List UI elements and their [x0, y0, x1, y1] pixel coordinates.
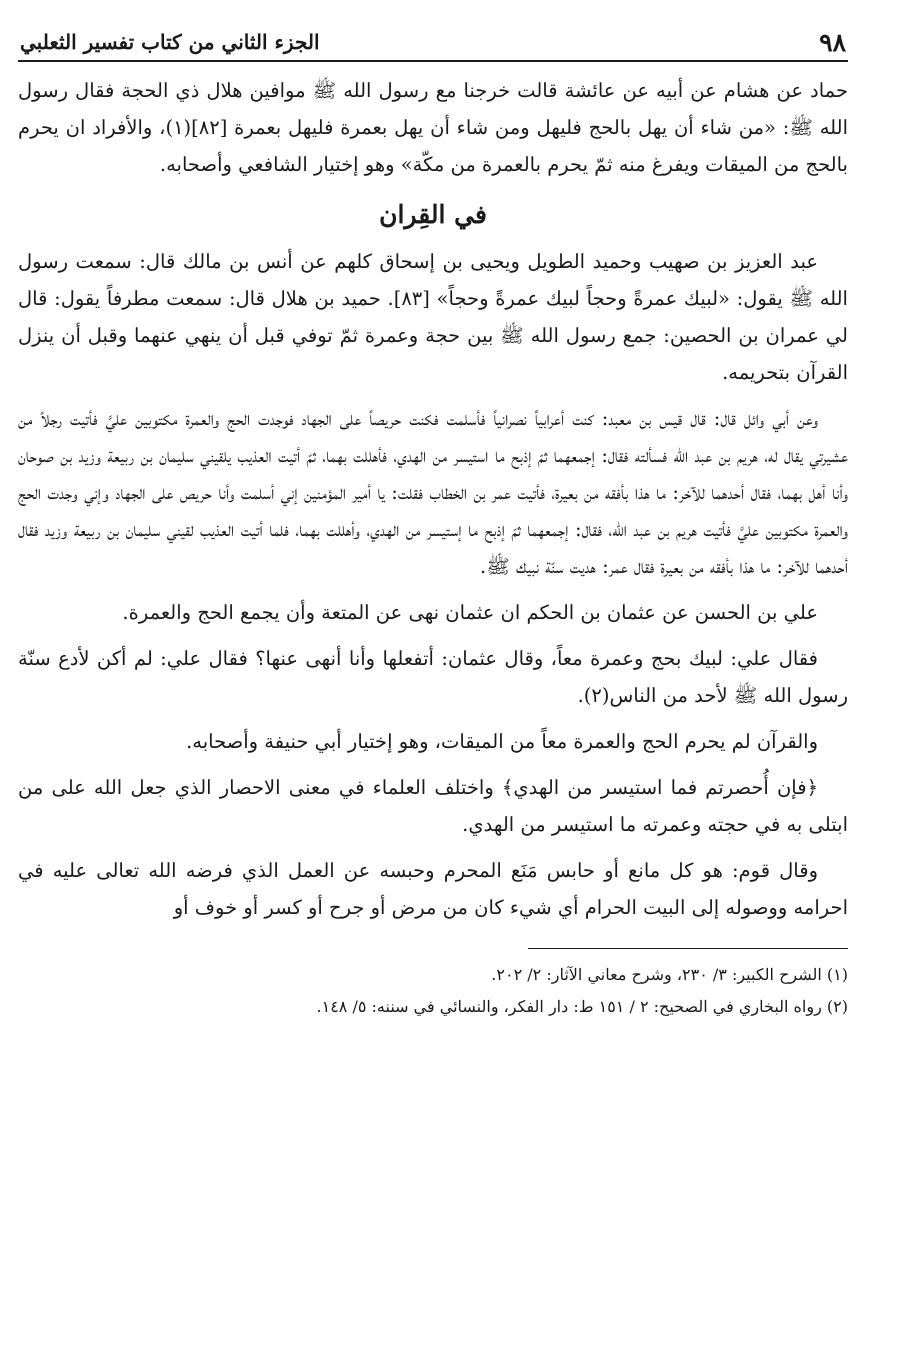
paragraph: وقال قوم: هو كل مانع أو حابس مَنَع المحرم وحبسه عن العمل الذي فرضه الله تعالى عليه في احرامه ووصوله إلى البيت الحرام أي شيء كان من مرض أو جرح أو كسر أو خوف أو	[18, 859, 848, 919]
footnote-divider	[528, 948, 848, 949]
paragraph: حماد عن هشام عن أبيه عن عائشة قالت خرجنا مع رسول الله ﷺ موافين هلال ذي الحجة فقال رسول الله ﷺ: «من شاء أن يهل بالحج فليهل ومن شاء أن يهل بعمرة فليهل بعمرة [٨٢](١)، والأفراد ان يحرم بالحج من الميقات ويفرغ منه ثمّ يحرم بالعمرة من مكّة» وهو إختيار الشافعي وأصحابه.	[18, 79, 848, 176]
paragraph: عبد العزيز بن صهيب وحميد الطويل ويحيى بن إسحاق كلهم عن أنس بن مالك قال: سمعت رسول الله ﷺ يقول: «لبيك عمرةً وحجاً لبيك عمرةً وحجاً» [٨٣]. حميد بن هلال قال: سمعت مطرفاً يقول: قال لي عمران بن الحصين: جمع رسول الله ﷺ بين حجة وعمرة ثمّ توفي قبل أن ينهي عنهما وقبل أن ينزل القرآن بتحريمه.	[18, 250, 848, 384]
page-header	[18, 24, 848, 62]
paragraph: علي بن الحسن عن عثمان بن الحكم ان عثمان نهى عن المتعة وأن يجمع الحج والعمرة.	[122, 601, 818, 624]
book-page	[18, 24, 848, 1023]
section-heading: في القِران	[379, 200, 487, 229]
footnote: (١) الشرح الكبير: ٣/ ٢٣٠، وشرح معاني الآثار: ٢/ ٢٠٢.	[491, 965, 848, 984]
page-number: ٩٨	[819, 28, 846, 57]
paragraph: وعن أبي وائل قال: قال قيس بن معبد: كنت أعرابياً نصرانياً فأسلمت فكنت حريصاً على الجهاد فوجدت الحج والعمرة مكتوبين عليَّ فأتيت رجلاً من عشيرتي يقال له، هريم بن عبد الله فسألته فقال: إجمعهما ثمّ إذبح ما استيسر من الهدي، فأهللت بهما، ثمّ أتيت العذيب يلقيني سليمان بن ربيعة وزيد بن صوحان وأنا أهل بهما، فقال أحدهما للآخر: ما هذا بأفقه من بعيرة، فأتيت عمر بن الخطاب فقلت: يا أمير المؤمنين إني أسلمت وأنا حريص على الجهاد وإني وجدت الحج والعمرة مكتوبين عليَّ فأتيت هريم بن عبد الله، فقال: إجمعهما ثمّ إذبح ما إستيسر من الهدي، وأهللت بهما، فلما أتيت العذيب لقيني سليمان بن ربيعة وزيد فقال أحدهما للآخر: ما هذا بأفقه من بعيرة فقال عمر: هديت سنّة نبيك ﷺ.	[18, 407, 848, 578]
running-title: الجزء الثاني من كتاب تفسير الثعلبي	[20, 30, 320, 54]
main-text	[18, 72, 848, 926]
paragraph: والقرآن لم يحرم الحج والعمرة معاً من الميقات، وهو إختيار أبي حنيفة وأصحابه.	[186, 730, 818, 753]
paragraph: فقال علي: لبيك بحج وعمرة معاً، وقال عثمان: أتفعلها وأنا أنهى عنها؟ فقال علي: لم أكن لأدع سنّة رسول الله ﷺ لأحد من الناس(٢).	[18, 647, 848, 707]
paragraph: ﴿فإن أُحصرتم فما استيسر من الهدي﴾ واختلف العلماء في معنى الاحصار الذي جعل الله على من ابتلى به في حجته وعمرته ما استيسر من الهدي.	[18, 776, 848, 836]
footnotes	[18, 959, 848, 1023]
footnote: (٢) رواه البخاري في الصحيح: ٢ / ١٥١ ط: دار الفكر، والنسائي في سننه: ٥/ ١٤٨.	[316, 997, 848, 1016]
